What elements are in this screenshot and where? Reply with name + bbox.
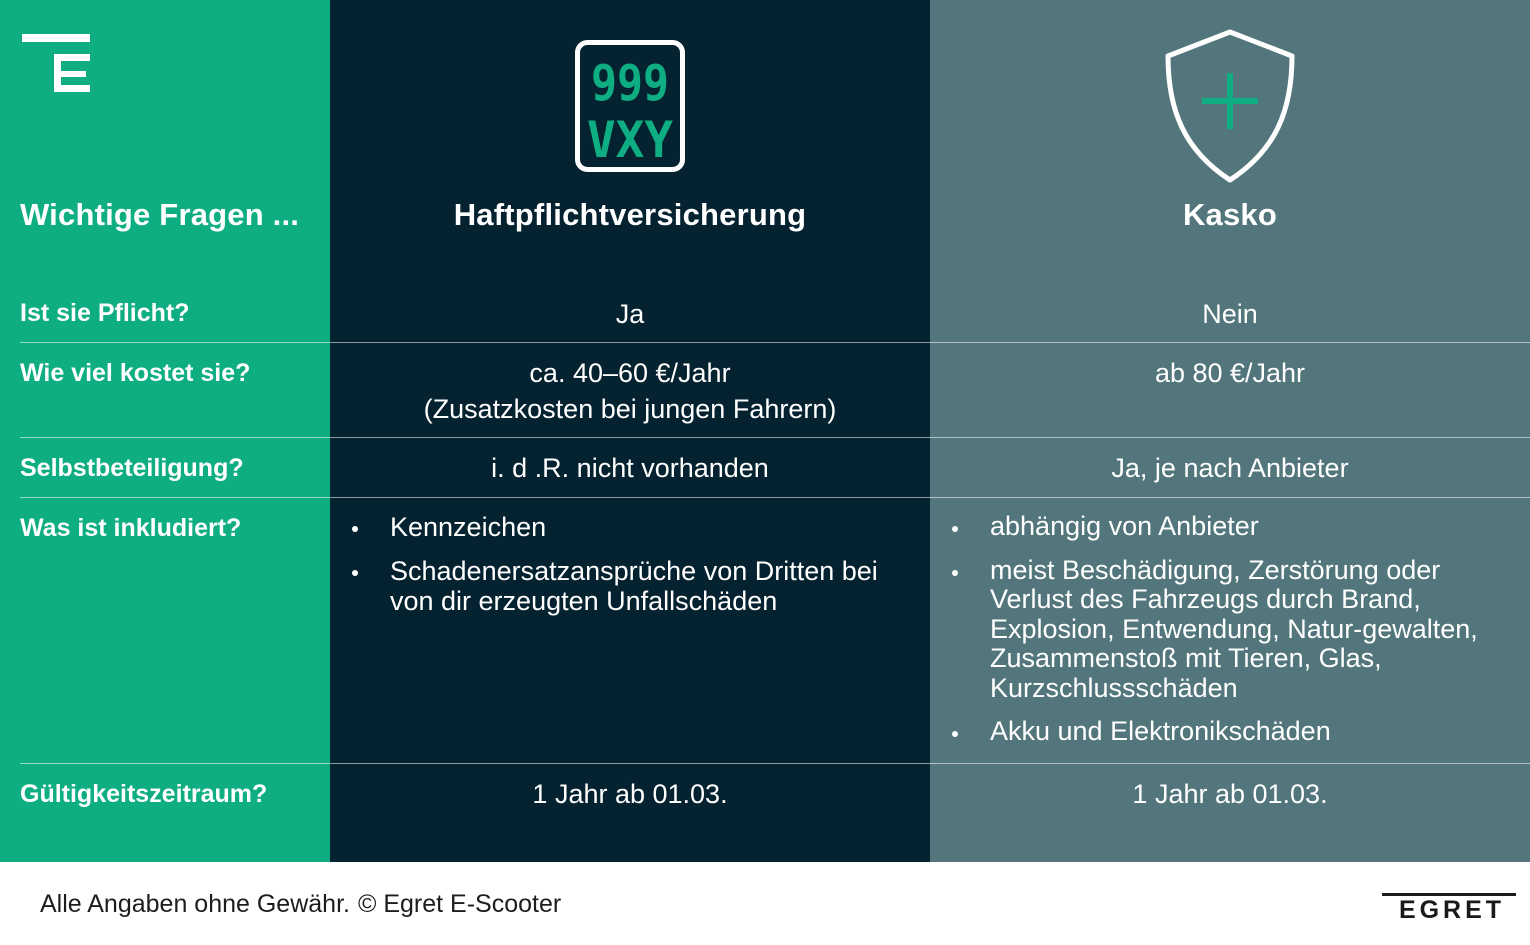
plate-line2: VXY	[587, 111, 673, 169]
brand-wordmark: EGRET	[1398, 896, 1506, 921]
question-inkludiert: Was ist inkludiert?	[20, 514, 242, 542]
kasko-selbstbeteiligung-value: Ja, je nach Anbieter	[1111, 453, 1349, 483]
question-pflicht: Ist sie Pflicht?	[20, 299, 190, 327]
haftpflicht-included-list	[350, 512, 910, 630]
haftpflicht-kosten-value: ca. 40–60 €/Jahr	[529, 358, 731, 388]
header-haftpflicht: Haftpflichtversicherung	[453, 197, 807, 232]
copyright-text: © Egret E-Scooter	[357, 890, 562, 918]
plate-line1: 999	[591, 54, 669, 112]
disclaimer-text: Alle Angaben ohne Gewähr.	[40, 890, 350, 918]
header-kasko: Kasko	[1182, 197, 1278, 232]
question-kosten: Wie viel kostet sie?	[20, 359, 251, 387]
haftpflicht-kosten-note: (Zusatzkosten bei jungen Fahrern)	[423, 394, 837, 424]
row-divider	[20, 437, 1530, 438]
shield-plus-icon	[1164, 28, 1296, 184]
egret-brand-logo	[1382, 891, 1516, 921]
kasko-kosten-value: ab 80 €/Jahr	[1154, 358, 1306, 388]
header-questions: Wichtige Fragen ...	[20, 197, 300, 232]
kasko-pflicht-value: Nein	[1202, 299, 1258, 329]
row-divider	[20, 497, 1530, 498]
list-item: Kennzeichen	[350, 512, 910, 542]
list-item: meist Beschädigung, Zerstörung oder Verlust des Fahrzeugs durch Brand, Explosion, Entwendung, Natur-gewalten, Zusammenstoß mit Tieren, Glas, Kurzschlussschäden	[950, 556, 1510, 704]
footer-note	[40, 886, 561, 926]
license-plate-icon	[575, 40, 685, 172]
questions-column	[0, 0, 330, 862]
haftpflicht-selbstbeteiligung-value: i. d .R. nicht vorhanden	[491, 453, 769, 483]
list-item: abhängig von Anbieter	[950, 512, 1510, 542]
row-divider	[20, 342, 1530, 343]
list-item: Akku und Elektronikschäden	[950, 717, 1510, 747]
egret-e-logo-icon	[22, 34, 90, 92]
haftpflicht-gueltigkeit-value: 1 Jahr ab 01.03.	[532, 779, 728, 809]
list-item: Schadenersatzansprüche von Dritten bei von dir erzeugten Unfallschäden	[350, 556, 910, 616]
kasko-gueltigkeit-value: 1 Jahr ab 01.03.	[1132, 779, 1328, 809]
question-selbstbeteiligung: Selbstbeteiligung?	[20, 454, 244, 482]
haftpflicht-pflicht-value: Ja	[615, 299, 645, 329]
kasko-included-list	[950, 512, 1510, 761]
row-divider	[20, 763, 1530, 764]
question-gueltigkeit: Gültigkeitszeitraum?	[20, 780, 268, 808]
